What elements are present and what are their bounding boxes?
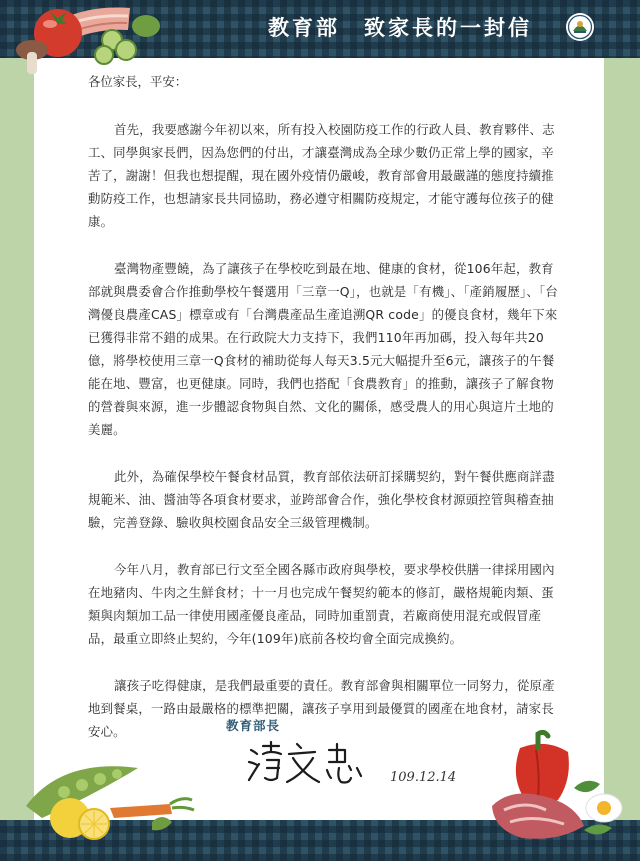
letter-paragraph: 今年八月，教育部已行文至全國各縣市政府與學校，要求學校供膳一律採用國內在地豬肉、牛肉之生鮮食材；十一月也完成午餐契約範本的修訂，嚴格規範肉類、蛋類與肉類加工品一律使用國產優良產品，同時加重罰責，若廠商使用混充或假冒產品，最重立即終止契約，今年(109年)底前各校均會全面完成換約。 — [88, 562, 555, 646]
letter-paragraph: 首先，我要感謝今年初以來，所有投入校園防疫工作的行政人員、教育夥伴、志工、同學與家長們，因為您們的付出，才讓臺灣成為全球少數仍正常上學的國家，辛苦了，謝謝！但我也想提醒，現在國外疫情仍嚴峻，教育部會用最嚴謹的態度持續推動防疫工作，也想請家長共同協助，務必遵守相關防疫規定，才能守護每位孩子的健康。 — [88, 122, 555, 229]
pepper-meat-egg-icon — [488, 728, 628, 844]
letter-greeting: 各位家長，平安： — [88, 74, 188, 89]
signature-title: 教育部長 — [226, 718, 281, 733]
vegetables-icon — [22, 748, 197, 840]
ministry-emblem-icon — [565, 12, 595, 42]
page-title: 教育部 致家長的一封信 — [268, 16, 532, 40]
letter-paragraph: 此外，為確保學校午餐食材品質，教育部依法研訂採購契約，對午餐供應商詳盡規範米、油、醬油等各項食材要求，並跨部會合作，強化學校食材源頭控管與稽查抽驗，完善登錄、驗收與校園食品安全三級管理機制。 — [88, 469, 555, 530]
handwritten-signature — [245, 738, 385, 788]
letter-paragraph: 讓孩子吃得健康，是我們最重要的責任。教育部會與相關單位一同努力，從原產地到餐桌，一路由最嚴格的標準把關，讓孩子享用到最優質的國產在地食材，請家長安心。 — [88, 678, 555, 739]
letter-body — [88, 70, 558, 767]
letter-paragraph: 臺灣物產豐饒，為了讓孩子在學校吃到最在地、健康的食材，從106年起，教育部就與農委會合作推動學校午餐選用「三章一Q」，也就是「有機」、「產銷履歷」、「台灣優良農產CAS」標章或有「台灣農產品生產追溯QR code」的優良食材，幾年下來已獲得非常不錯的成果。在行政院大力支持下，我們110年再加碼，投入每年共20億，將學校使用三章一Q食材的補助從每人每天3.5元大幅提升至6元，讓孩子的午餐能在地、豐富，也更健康。同時，我們也搭配「食農教育」的推動，讓孩子了解食物的營養與來源，進一步體認食物與自然、文化的關係，感受農人的用心與這片土地的美麗。 — [88, 261, 558, 437]
signature-date: 109.12.14 — [390, 770, 457, 785]
